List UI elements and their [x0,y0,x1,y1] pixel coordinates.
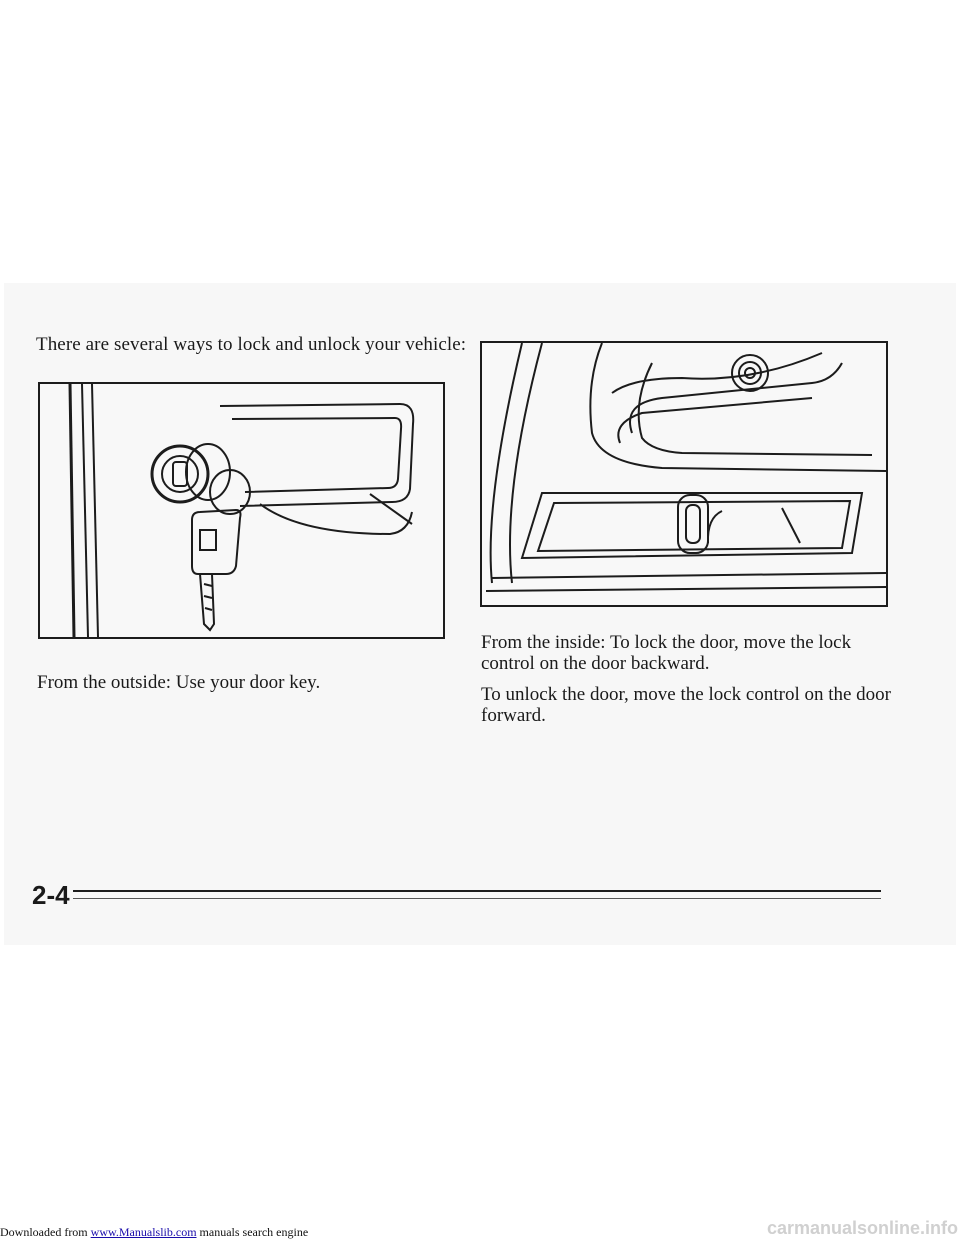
download-header [0,1225,308,1240]
outside-door-key-illustration [38,382,445,639]
inside-door-lock-illustration [480,341,888,607]
outside-caption: From the outside: Use your door key. [37,672,321,693]
manualslib-link[interactable]: www.Manualslib.com [90,1225,197,1239]
inside-unlock-caption: To unlock the door, move the lock control on the door forward. [481,684,892,726]
footer-rule-thin [73,898,881,899]
inside-lock-caption: From the inside: To lock the door, move the lock control on the door backward. [481,632,852,674]
download-header-suffix: manuals search engine [196,1225,309,1239]
watermark: carmanualsonline.info [766,1218,958,1238]
footer-rule [73,890,881,892]
download-header-prefix: Downloaded from [0,1225,91,1239]
page-number: 2-4 [32,880,70,910]
intro-text: There are several ways to lock and unlock your vehicle: [36,334,467,355]
